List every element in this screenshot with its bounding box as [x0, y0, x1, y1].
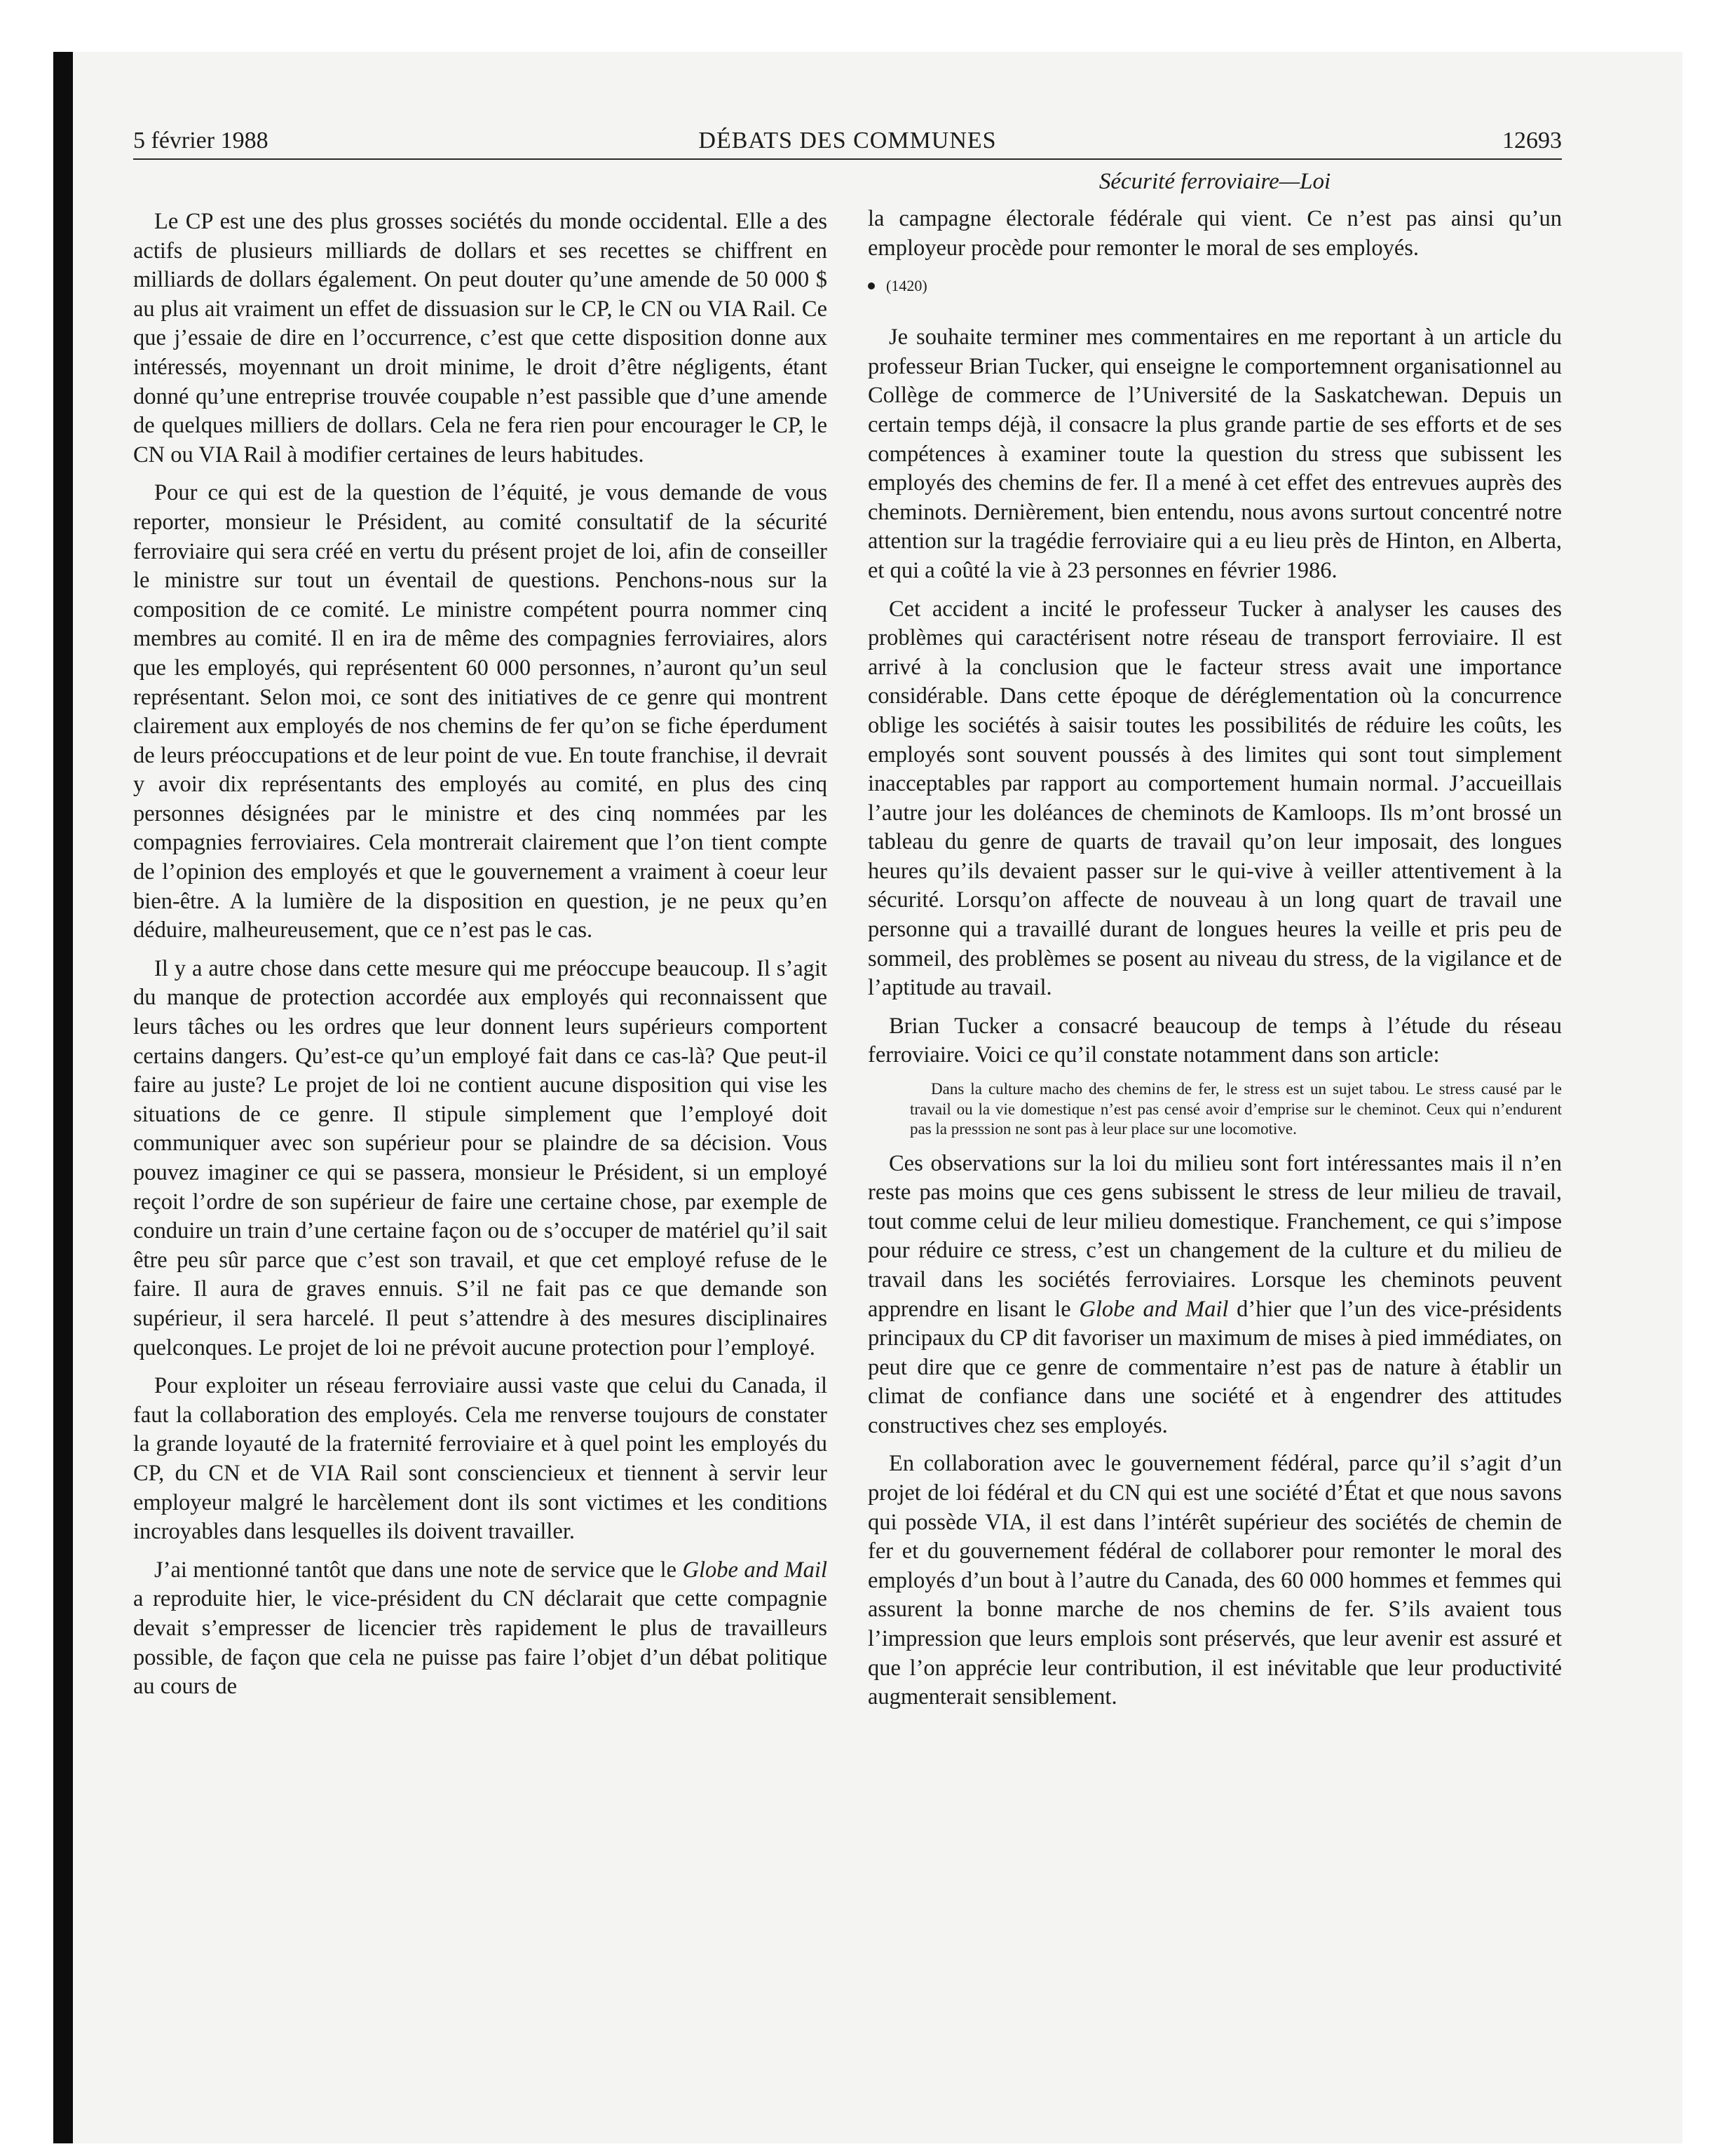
right-column: [868, 161, 1562, 1721]
newspaper-title: Globe and Mail: [1079, 1296, 1229, 1322]
block-quote: Dans la culture macho des chemins de fer, le stress est un sujet tabou. Le stress causé par le travail ou la vie domestique n’est pas censé avoir d’emprise sur le cheminot. Ceux qui n’endurent pas la presssion ne sont pas à leur place sur une locomotive.: [910, 1080, 1562, 1138]
paragraph: Le CP est une des plus grosses sociétés du monde occidental. Elle a des actifs de plusieurs milliards de dollars et ses recettes se chiffrent en milliards de dollars également. On peut douter qu’une amende de 50 000 $ au plus ait vraiment un effet de dissuasion sur le CP, le CN ou VIA Rail. Ce que j’essaie de dire en l’occurrence, c’est que cette disposition donne aux intéressés, moyennant un droit minime, le droit d’être négligents, étant donné qu’une entreprise trouvée coupable n’est passible que d’une amende de quelques milliers de dollars. Cela ne fera rien pour encourager le CP, le CN ou VIA Rail à modifier certaines de leurs habitudes.: [133, 209, 827, 468]
text-run: a reproduite hier, le vice-président du CN déclarait que cette compagnie devait s’empresser de licencier très rapidement le plus de travailleurs possible, de façon que cela ne puisse pas faire l’objet d’un débat politique au cours de: [133, 1586, 827, 1700]
left-column: [133, 161, 827, 1721]
paragraph: Pour ce qui est de la question de l’équité, je vous demande de vous reporter, monsieur le Président, au comité consultatif de la sécurité ferroviaire qui sera créé en vertu du présent projet de loi, afin de conseiller le ministre sur tout un éventail de questions. Penchons-nous sur la composition de ce comité. Le ministre compétent pourra nommer cinq membres au comité. Il en ira de même des compagnies ferroviaires, alors que les employés, qui représentent 60 000 personnes, n’auront qu’un seul représentant. Selon moi, ce sont des initiatives de ce genre qui montrent clairement aux employés de nos chemins de fer qu’on se fiche éperdument de leurs préoccupations et de leur point de vue. En toute franchise, il devrait y avoir dix représentants des employés au comité, en plus des cinq personnes désignées par le ministre et des cinq nommées par les compagnies ferroviaires. Cela montrerait clairement que l’on tient compte de l’opinion des employés et que le gouvernement a vraiment à coeur leur bien-être. A la lumière de la disposition en question, je ne peux qu’en déduire, malheureusement, que ce n’est pas le cas.: [133, 480, 827, 943]
paragraph: Il y a autre chose dans cette mesure qui me préoccupe beaucoup. Il s’agit du manque de protection accordée aux employés qui reconnaissent que leurs tâches ou les ordres que leur donnent leurs supérieurs comportent certains dangers. Qu’est-ce qu’un employé fait dans ce cas-là? Que peut-il faire au juste? Le projet de loi ne contient aucune disposition qui vise les situations de ce genre. Il stipule simplement que l’employé doit communiquer avec son supérieur pour se plaindre de sa décision. Vous pouvez imaginer ce qui se passera, monsieur le Président, si un employé reçoit l’ordre de son supérieur de faire une certaine chose, par exemple de conduire un train d’une certaine façon ou de s’occuper de matériel qu’il sait être peu sûr parce que c’est son travail, et que cet employé refuse de le faire. Il aura de graves ennuis. S’il ne fait pas ce que demande son supérieur, il sera harcelé. Il peut s’attendre à des mesures disciplinaires quelconques. Le projet de loi ne prévoit aucune protection pour l’employé.: [133, 955, 827, 1360]
newspaper-title: Globe and Mail: [682, 1557, 827, 1583]
two-column-body: [133, 161, 1562, 1721]
text-run: Ces observations sur la loi du milieu sont fort intéressantes mais il n’en reste pas moins que ces gens subissent le stress de leur milieu de travail, tout comme celui de leur milieu domestique. Franchement, ce qui s’impose pour réduire ce stress, c’est un changement de la culture et du milieu de travail dans les sociétés ferroviaires. Lorsque les cheminots peuvent apprendre en lisant le: [868, 1150, 1562, 1322]
paragraph: [868, 1149, 1562, 1441]
paragraph: Cet accident a incité le professeur Tucker à analyser les causes des problèmes qui caractérisent notre réseau de transport ferroviaire. Il est arrivé à la conclusion que le facteur stress avait une importance considérable. Dans cette époque de déréglementation où la concurrence oblige les sociétés à saisir toutes les possibilités de réduire les coûts, les employés sont souvent poussés à des limites qui sont tout simplement inacceptables par rapport au comportement humain normal. J’accueillais l’autre jour les doléances de cheminots de Kamloops. Ils m’ont brossé un tableau du genre de quarts de travail qu’on leur imposait, des longues heures qu’ils devaient passer sur le qui-vive à veiller attentivement à la sécurité. Lorsqu’on affecte de nouveau à un long quart de travail une personne qui a travaillé durant de longues heures la veille et pris peu de sommeil, des problèmes se posent au niveau du stress, de la vigilance et de l’aptitude au travail.: [868, 596, 1562, 1001]
header-page-number: 12693: [1502, 128, 1562, 153]
time-marker-label: (1420): [886, 277, 927, 295]
bullet-icon: [868, 282, 875, 289]
header-date: 5 février 1988: [133, 128, 268, 153]
paragraph: Je souhaite terminer mes commentaires en me reportant à un article du professeur Brian Tucker, qui enseigne le comportemnent organisationnel au Collège de commerce de l’Université de la Saskatchewan. Depuis un certain temps déjà, il consacre la plus grande partie de ses efforts et de ses compétences à examiner toute la question du stress que subissent les employés des chemins de fer. Il a mené à cet effet des entrevues auprès des cheminots. Dernièrement, bien entendu, nous avons surtout concentré notre attention sur la tragédie ferroviaire qui a eu lieu près de Hinton, en Alberta, et qui a coûté la vie à 23 personnes en février 1986.: [868, 325, 1562, 583]
text-run: J’ai mentionné tantôt que dans une note de service que le: [154, 1557, 683, 1583]
paragraph: [133, 1556, 827, 1702]
paragraph: Pour exploiter un réseau ferroviaire aussi vaste que celui du Canada, il faut la collaboration des employés. Cela me renverse toujours de constater la grande loyauté de la fraternité ferroviaire et à quel point les employés du CP, du CN et de VIA Rail sont consciencieux et tiennent à servir leur employeur malgré le harcèlement dont ils sont victimes et les conditions incroyables dans lesquelles ils doivent travailler.: [133, 1373, 827, 1545]
text-run: d’hier que l’un des vice-présidents principaux du CP dit favoriser un maximum de mises à pied immédiates, on peut dire que ce genre de commentaire n’est pas de nature à établir un climat de confiance dans une société et à engendrer des attitudes constructives chez ses employés.: [868, 1296, 1563, 1438]
header-journal-title: DÉBATS DES COMMUNES: [698, 128, 997, 153]
paragraph: En collaboration avec le gouvernement fédéral, parce qu’il s’agit d’un projet de loi fédéral et du CN qui est une société d’État et que nous savons qui possède VIA, il est dans l’intérêt supérieur des sociétés de chemin de fer et du gouvernement fédéral de collaborer pour remonter le moral des employés d’un bout à l’autre du Canada, des 60 000 hommes et femmes qui assurent la bonne marche de nos chemins de fer. S’ils avaient tous l’impression que leurs emplois sont préservés, que leur avenir est assuré et que l’on apprécie leur contribution, il est inévitable que leur productivité augmenterait sensiblement.: [868, 1451, 1562, 1710]
time-marker: [868, 277, 1562, 295]
binding-edge-shadow: [53, 52, 73, 2143]
running-header: [133, 123, 1562, 160]
paragraph: la campagne électorale fédérale qui vient. Ce n’est pas ainsi qu’un employeur procède pour remonter le moral de ses employés.: [868, 206, 1562, 261]
hansard-page: [133, 123, 1562, 2121]
section-title: Sécurité ferroviaire—Loi: [1098, 169, 1331, 194]
paragraph: Brian Tucker a consacré beaucoup de temps à l’étude du réseau ferroviaire. Voici ce qu’il constate notamment dans son article:: [868, 1013, 1562, 1068]
